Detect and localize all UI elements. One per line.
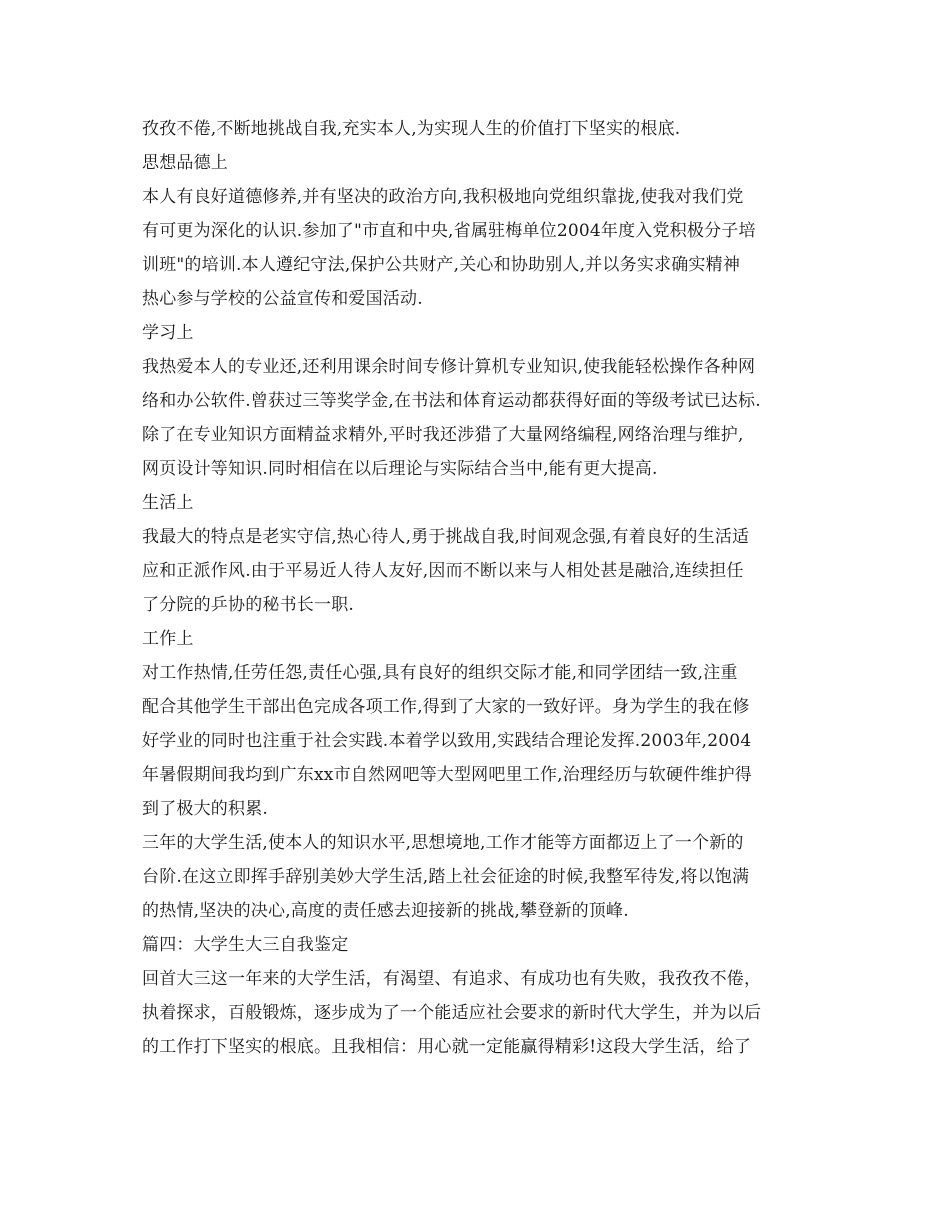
paragraph-line: 孜孜不倦,不断地挑战自我,充实本人,为实现人生的价值打下坚实的根底. — [142, 119, 681, 139]
paragraph-line: 的工作打下坚实的根底。且我相信：用心就一定能赢得精彩!这段大学生活，给了 — [142, 1037, 752, 1057]
paragraph-line: 训班"的培训.本人遵纪守法,保护公共财产,关心和协助别人,并以务实求确实精神 — [142, 255, 741, 275]
paragraph-line: 网页设计等知识.同时相信在以后理论与实际结合当中,能有更大提高. — [142, 459, 658, 479]
section-heading-study: 学习上 — [142, 323, 194, 343]
paragraph-line: 热心参与学校的公益宣传和爱国活动. — [142, 289, 423, 309]
paragraph-line: 执着探求，百般锻炼，逐步成为了一个能适应社会要求的新时代大学生，并为以后 — [142, 1003, 762, 1023]
paragraph-line: 了分院的乒协的秘书长一职. — [142, 595, 355, 615]
paragraph-line: 回首大三这一年来的大学生活，有渴望、有追求、有成功也有失败，我孜孜不倦， — [142, 969, 762, 989]
section-heading-life: 生活上 — [142, 493, 194, 513]
paragraph-line: 应和正派作风.由于平易近人待人友好,因而不断以来与人相处甚是融洽,连续担任 — [142, 561, 744, 581]
paragraph-line: 三年的大学生活,使本人的知识水平,思想境地,工作才能等方面都迈上了一个新的 — [142, 833, 744, 853]
document-body — [142, 112, 822, 1064]
section-heading-part-four: 篇四：大学生大三自我鉴定 — [142, 935, 349, 955]
paragraph-line: 到了极大的积累. — [142, 799, 269, 819]
paragraph-line: 除了在专业知识方面精益求精外,平时我还涉猎了大量网络编程,网络治理与维护, — [142, 425, 744, 445]
paragraph-line: 配合其他学生干部出色完成各项工作,得到了大家的一致好评。身为学生的我在修 — [142, 697, 750, 717]
paragraph-line: 台阶.在这立即挥手辞别美妙大学生活,踏上社会征途的时候,我整军待发,将以饱满 — [142, 867, 750, 887]
paragraph-line: 年暑假期间我均到广东xx市自然网吧等大型网吧里工作,治理经历与软硬件维护得 — [142, 765, 752, 785]
paragraph-line: 我热爱本人的专业还,还利用课余时间专修计算机专业知识,使我能轻松操作各种网 — [142, 357, 756, 377]
paragraph-line: 对工作热情,任劳任怨,责任心强,具有良好的组织交际才能,和同学团结一致,注重 — [142, 663, 738, 683]
section-heading-work: 工作上 — [142, 629, 194, 649]
section-heading-thought-morality: 思想品德上 — [142, 153, 228, 173]
paragraph-line: 好学业的同时也注重于社会实践.本着学以致用,实践结合理论发挥.2003年,2004 — [142, 731, 752, 751]
paragraph-line: 本人有良好道德修养,并有坚决的政治方向,我积极地向党组织靠拢,使我对我们党 — [142, 187, 744, 207]
paragraph-line: 络和办公软件.曾获过三等奖学金,在书法和体育运动都获得好面的等级考试已达标. — [142, 391, 761, 411]
paragraph-line: 有可更为深化的认识.参加了"市直和中央,省属驻梅单位2004年度入党积极分子培 — [142, 221, 756, 241]
paragraph-line: 我最大的特点是老实守信,热心待人,勇于挑战自我,时间观念强,有着良好的生活适 — [142, 527, 750, 547]
paragraph-line: 的热情,坚决的决心,高度的责任感去迎接新的挑战,攀登新的顶峰. — [142, 901, 629, 921]
